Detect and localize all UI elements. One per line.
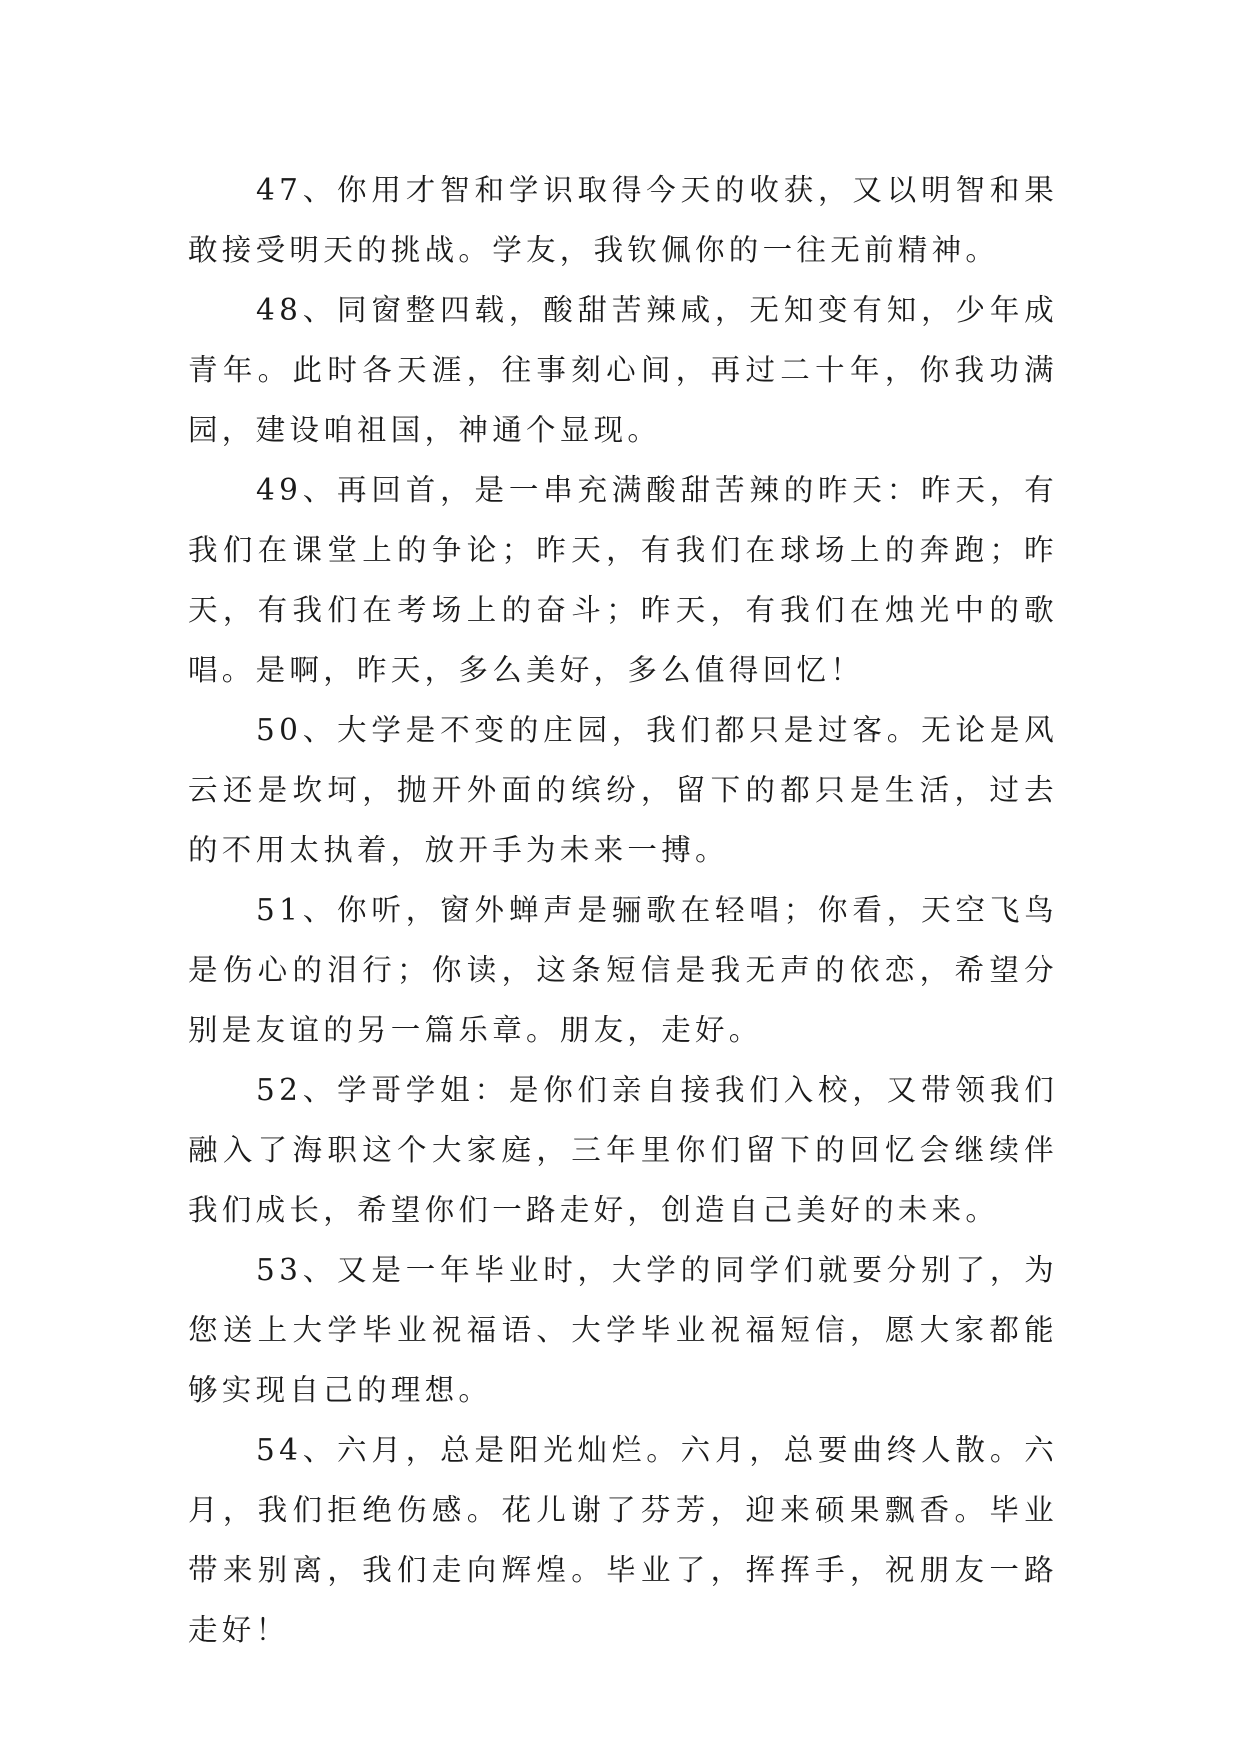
paragraph-48: 48、同窗整四载，酸甜苦辣咸，无知变有知，少年成青年。此时各天涯，往事刻心间，再过二十年，你我功满园，建设咱祖国，神通个显现。: [188, 293, 1058, 447]
paragraph-52: 52、学哥学姐：是你们亲自接我们入校，又带领我们融入了海职这个大家庭，三年里你们留下的回忆会继续伴我们成长，希望你们一路走好，创造自己美好的未来。: [188, 1073, 1058, 1227]
paragraph-53: 53、又是一年毕业时，大学的同学们就要分别了，为您送上大学毕业祝福语、大学毕业祝福短信，愿大家都能够实现自己的理想。: [188, 1253, 1058, 1407]
paragraph-47: 47、你用才智和学识取得今天的收获，又以明智和果敢接受明天的挑战。学友，我钦佩你的一往无前精神。: [188, 173, 1058, 267]
document-body: [188, 160, 1058, 1660]
paragraph-51: 51、你听，窗外蝉声是骊歌在轻唱；你看，天空飞鸟是伤心的泪行；你读，这条短信是我无声的依恋，希望分别是友谊的另一篇乐章。朋友，走好。: [188, 893, 1058, 1047]
paragraph-49: 49、再回首，是一串充满酸甜苦辣的昨天：昨天，有我们在课堂上的争论；昨天，有我们在球场上的奔跑；昨天，有我们在考场上的奋斗；昨天，有我们在烛光中的歌唱。是啊，昨天，多么美好，多么值得回忆！: [188, 473, 1058, 687]
paragraph-50: 50、大学是不变的庄园，我们都只是过客。无论是风云还是坎坷，抛开外面的缤纷，留下的都只是生活，过去的不用太执着，放开手为未来一搏。: [188, 713, 1058, 867]
paragraph-54: 54、六月，总是阳光灿烂。六月，总要曲终人散。六月，我们拒绝伤感。花儿谢了芬芳，迎来硕果飘香。毕业带来别离，我们走向辉煌。毕业了，挥挥手，祝朋友一路走好！: [188, 1433, 1058, 1647]
